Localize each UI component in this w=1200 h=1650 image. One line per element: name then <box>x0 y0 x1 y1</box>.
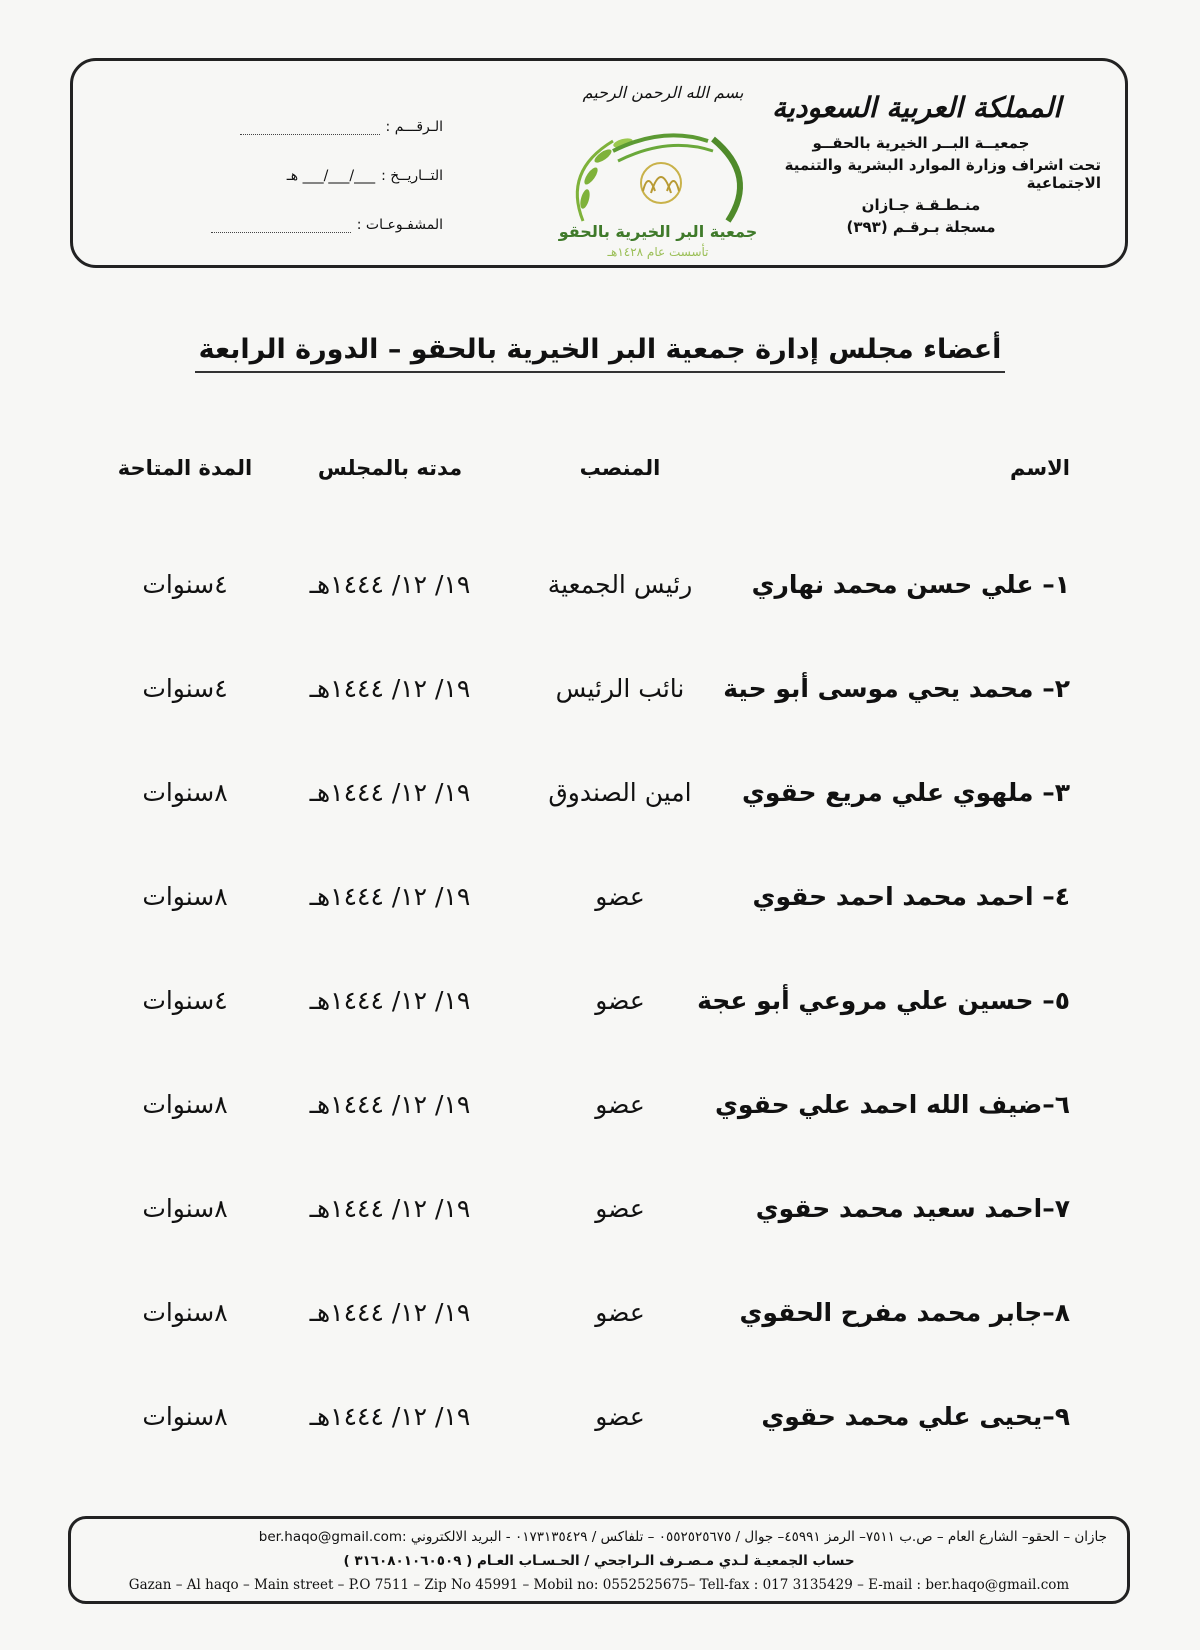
date-field <box>153 168 443 184</box>
footer-address-en: Gazan – Al haqo – Main street – P.O 7511 – Zip No 45991 – Mobil no: 0552525675– Tell-fax : 017 3135429 – E-mail : ber.haqo@gmail.com <box>128 1577 1070 1593</box>
header-period: المدة المتاحة <box>117 456 253 480</box>
member-name: ١– علي حسن محمد نهاري <box>751 570 1070 599</box>
association-logo <box>543 121 773 261</box>
member-position: عضو <box>595 986 645 1015</box>
member-period: ٨سنوات <box>142 882 228 911</box>
member-duration: ١٩/ ١٢/ ١٤٤٤هـ <box>309 1194 471 1223</box>
member-position: عضو <box>595 882 645 911</box>
document-title <box>0 334 1200 365</box>
member-period: ٤سنوات <box>142 570 228 599</box>
member-name: ٩–يحيى علي محمد حقوي <box>761 1402 1070 1431</box>
date-label: التــاريــخ : <box>381 168 443 184</box>
header-duration: مدته بالمجلس <box>317 456 463 480</box>
footer-bank-account: حساب الجمعيـة لـدي مـصـرف الـراجحي / الحـسـاب العـام ( ٣١٦٠٨٠١٠٦٠٥٠٩ ) <box>343 1553 855 1569</box>
header-position: المنصب <box>579 456 661 480</box>
member-name: ٦–ضيف الله احمد علي حقوي <box>715 1090 1070 1119</box>
logo-founded: تأسست عام ١٤٢٨هـ <box>607 245 709 259</box>
member-name: ٢– محمد يحي موسى أبو حية <box>723 674 1070 703</box>
member-duration: ١٩/ ١٢/ ١٤٤٤هـ <box>309 882 471 911</box>
member-period: ٨سنوات <box>142 1298 228 1327</box>
wheat-leaf-icon <box>543 121 773 231</box>
member-duration: ١٩/ ١٢/ ١٤٤٤هـ <box>309 674 471 703</box>
member-name: ٥– حسين علي مروعي أبو عجة <box>697 986 1070 1015</box>
member-name: ٤– احمد محمد احمد حقوي <box>752 882 1070 911</box>
number-label: الـرقـــم : <box>385 119 443 135</box>
member-period: ٨سنوات <box>142 778 228 807</box>
member-period: ٤سنوات <box>142 674 228 703</box>
reference-fields <box>153 119 443 266</box>
basmala: بسم الله الرحمن الرحيم <box>582 83 744 102</box>
member-duration: ١٩/ ١٢/ ١٤٤٤هـ <box>309 570 471 599</box>
header-org-block <box>741 91 1101 240</box>
header-name: الاسم <box>1010 456 1070 480</box>
kingdom-title: المملكة العربية السعودية <box>772 91 1061 124</box>
footer-address-ar: جازان – الحقو– الشارع العام – ص.ب ٧٥١١– الرمز ٤٥٩٩١– جوال / ٠٥٥٢٥٢٥٦٧٥ – تلفاكس / ٠١٧٣١٣٥٤٢٩ - البريد الالكتروني :ber.haqo@gmail.com <box>258 1529 1107 1545</box>
member-position: رئيس الجمعية <box>547 570 693 599</box>
logo-name: جمعية البر الخيرية بالحقو <box>558 222 758 241</box>
member-position: عضو <box>595 1298 645 1327</box>
number-field <box>153 119 443 135</box>
supervision-line: تحت اشراف وزارة الموارد البشرية والتنمية الاجتماعية <box>784 156 1101 192</box>
member-period: ٨سنوات <box>142 1090 228 1119</box>
member-position: امين الصندوق <box>548 778 692 807</box>
registration-line: مسجلة بـرقـم (٣٩٣) <box>846 218 996 236</box>
letterhead-footer <box>68 1516 1130 1604</box>
member-duration: ١٩/ ١٢/ ١٤٤٤هـ <box>309 1090 471 1119</box>
member-position: عضو <box>595 1402 645 1431</box>
association-name: جمعيــة البــر الخيرية بالحقــو <box>812 134 1030 152</box>
member-name: ٧–احمد سعيد محمد حقوي <box>755 1194 1070 1223</box>
attachments-field <box>153 217 443 233</box>
attachments-line <box>211 218 351 233</box>
member-duration: ١٩/ ١٢/ ١٤٤٤هـ <box>309 1298 471 1327</box>
attachments-label: المشفـوعـات : <box>356 217 443 233</box>
member-duration: ١٩/ ١٢/ ١٤٤٤هـ <box>309 986 471 1015</box>
date-slots: ___/___/___ هـ <box>286 168 376 184</box>
member-name: ٨–جابر محمد مفرح الحقوي <box>739 1298 1070 1327</box>
member-period: ٨سنوات <box>142 1402 228 1431</box>
region-line: منـطـقـة جـازان <box>861 196 981 214</box>
member-position: نائب الرئيس <box>555 674 685 703</box>
member-period: ٨سنوات <box>142 1194 228 1223</box>
member-period: ٤سنوات <box>142 986 228 1015</box>
document-title-text: أعضاء مجلس إدارة جمعية البر الخيرية بالحقو – الدورة الرابعة <box>195 334 1006 373</box>
member-duration: ١٩/ ١٢/ ١٤٤٤هـ <box>309 1402 471 1431</box>
member-name: ٣– ملهوي علي مريع حقوي <box>741 778 1070 807</box>
member-duration: ١٩/ ١٢/ ١٤٤٤هـ <box>309 778 471 807</box>
letterhead-header <box>70 58 1128 268</box>
number-line <box>240 120 380 135</box>
member-position: عضو <box>595 1090 645 1119</box>
member-position: عضو <box>595 1194 645 1223</box>
